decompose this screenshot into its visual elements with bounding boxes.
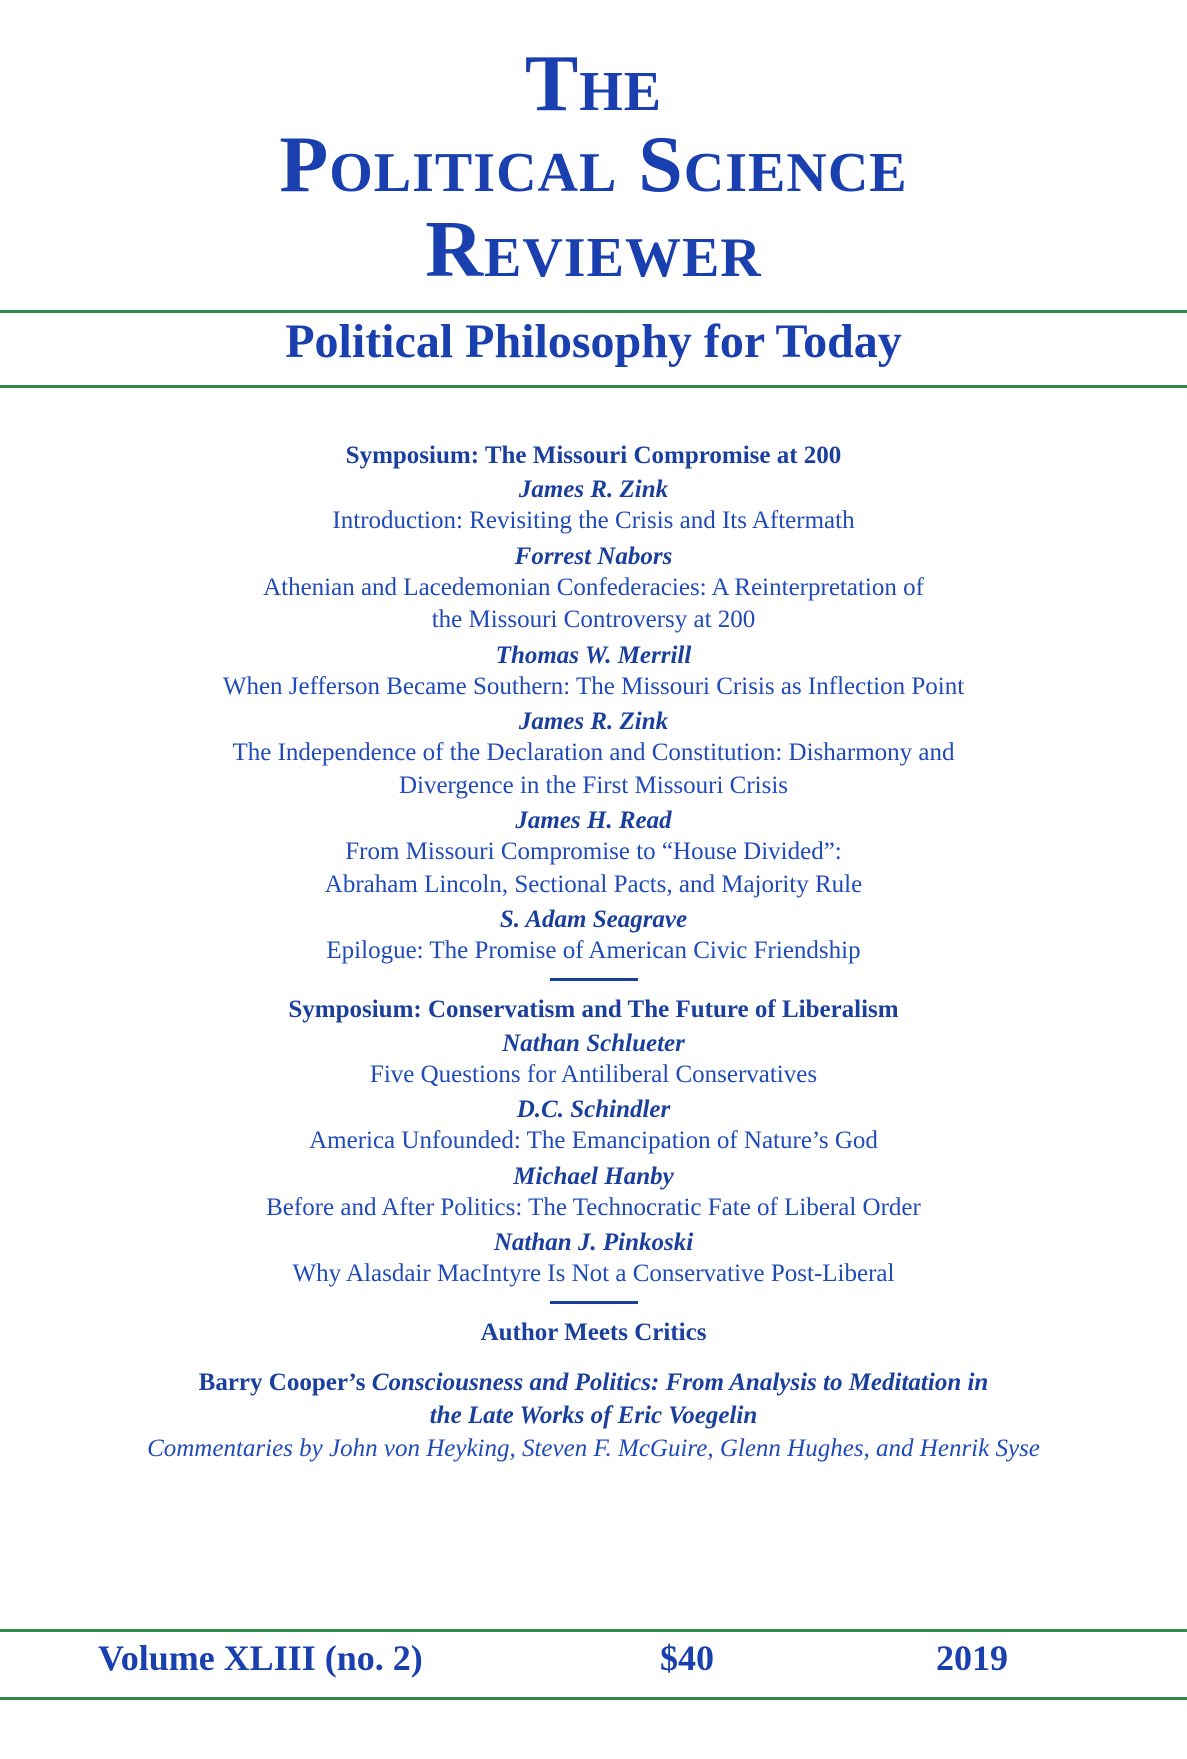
entry-author: S. Adam Seagrave (499, 906, 688, 933)
entry-author: James R. Zink (518, 476, 669, 503)
price-label: $40 (660, 1638, 714, 1678)
amc-book-line-2 (0, 1399, 1187, 1433)
entry-author: James H. Read (515, 807, 672, 834)
entry-author: D.C. Schindler (516, 1096, 671, 1123)
entry-title: Why Alasdair MacIntyre Is Not a Conservative Post-Liberal (292, 1260, 895, 1287)
table-of-contents (0, 441, 1187, 1466)
toc-entry (0, 1095, 1187, 1158)
entry-title: Introduction: Revisiting the Crisis and Its Aftermath (332, 507, 855, 534)
section-divider (550, 978, 638, 981)
year-label: 2019 (936, 1638, 1008, 1678)
entry-title: Divergence in the First Missouri Crisis (398, 771, 789, 799)
rule-footer-bottom (0, 1697, 1187, 1700)
rule-footer-top (0, 1629, 1187, 1632)
toc-entry (0, 1029, 1187, 1092)
entry-author: Nathan J. Pinkoski (493, 1229, 694, 1256)
amc-book-title-part-2: the Late Works of Eric Voegelin (429, 1402, 758, 1430)
entry-title: Athenian and Lacedemonian Confederacies: A Reinterpretation of (263, 573, 924, 601)
toc-entry (0, 1162, 1187, 1225)
entry-title: The Independence of the Declaration and Constitution: Disharmony and (232, 739, 955, 766)
author-meets-critics-heading: Author Meets Critics (480, 1318, 707, 1346)
toc-entry (0, 1228, 1187, 1291)
section-divider (550, 1301, 638, 1304)
toc-entry (0, 707, 1187, 802)
rule-top (0, 310, 1187, 313)
entry-author: Thomas W. Merrill (495, 641, 692, 669)
entry-title: From Missouri Compromise to “House Divided”: (345, 838, 842, 865)
entry-author: Michael Hanby (513, 1162, 674, 1190)
subtitle: Political Philosophy for Today (285, 315, 902, 368)
toc-entry (0, 475, 1187, 538)
entry-author: Forrest Nabors (514, 542, 673, 570)
entry-author: Nathan Schlueter (502, 1029, 685, 1057)
toc-entry (0, 542, 1187, 637)
volume-label: Volume XLIII (no. 2) (98, 1638, 423, 1678)
amc-book-author: Barry Cooper’s (198, 1368, 366, 1396)
rule-under-subtitle (0, 385, 1187, 388)
toc-entry (0, 806, 1187, 901)
masthead-line-1: The (524, 40, 663, 128)
entry-title: Before and After Politics: The Technocratic Fate of Liberal Order (266, 1193, 921, 1221)
entry-title: Epilogue: The Promise of American Civic Friendship (326, 937, 861, 964)
symposium-1-heading: Symposium: The Missouri Compromise at 200 (345, 442, 842, 469)
toc-entry (0, 641, 1187, 704)
entry-title: the Missouri Controversy at 200 (431, 606, 756, 633)
masthead-line-3: Reviewer (425, 206, 762, 294)
symposium-2-heading: Symposium: Conservatism and The Future of Liberalism (288, 995, 899, 1023)
entry-title: Five Questions for Antiliberal Conservatives (369, 1060, 818, 1088)
toc-entry (0, 905, 1187, 968)
amc-book-line-1 (0, 1366, 1187, 1400)
amc-commentaries: Commentaries by John von Heyking, Steven F. McGuire, Glenn Hughes, and Henrik Syse (147, 1435, 1040, 1462)
entry-title: America Unfounded: The Emancipation of Nature’s God (309, 1127, 878, 1154)
amc-book-title-part-1: Consciousness and Politics: From Analysis to Meditation in (371, 1368, 989, 1396)
entry-title: When Jefferson Became Southern: The Missouri Crisis as Inflection Point (222, 672, 965, 700)
entry-author: James R. Zink (518, 708, 669, 735)
masthead-line-2: Political Science (279, 121, 908, 209)
entry-title: Abraham Lincoln, Sectional Pacts, and Majority Rule (324, 870, 863, 898)
